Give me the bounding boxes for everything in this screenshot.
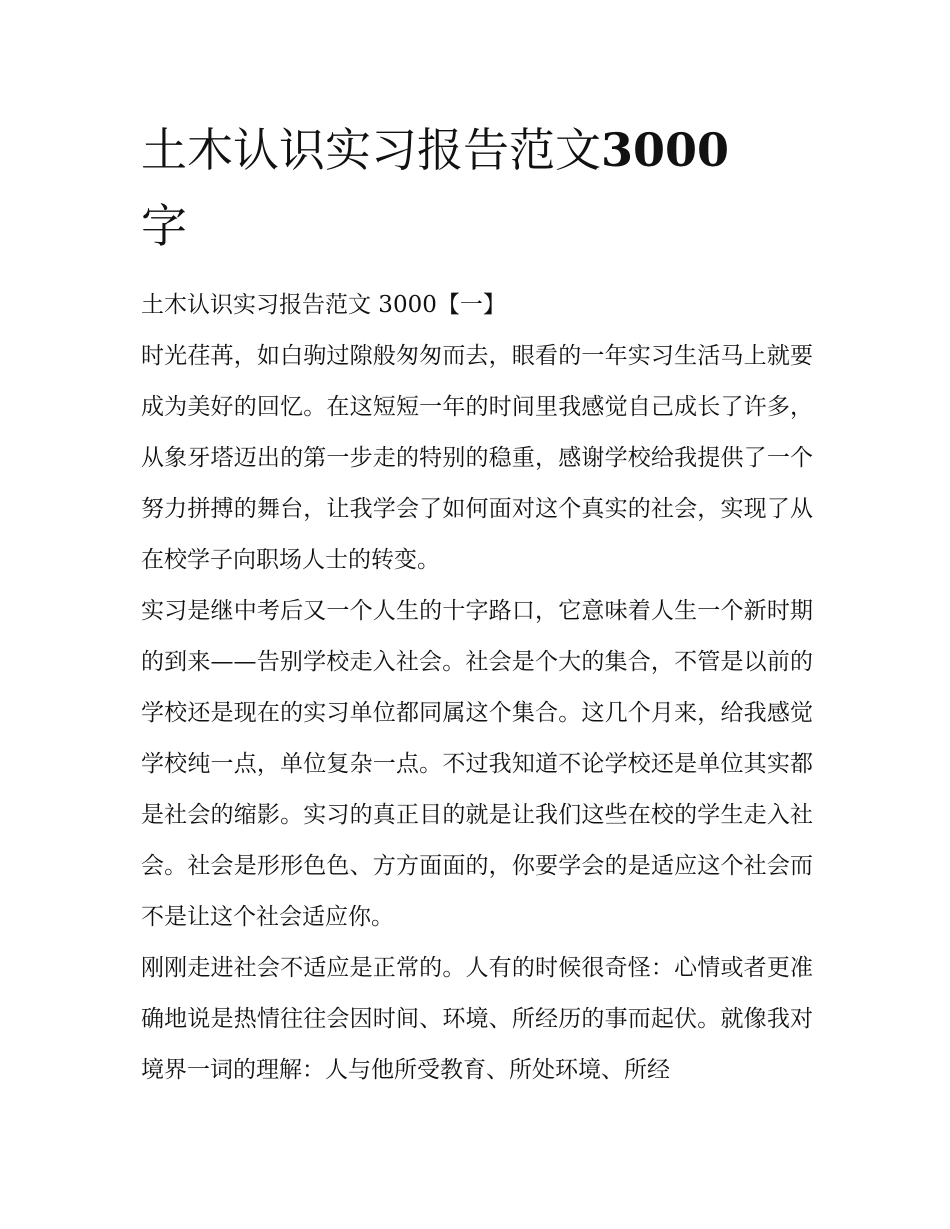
document-body	[141, 280, 813, 1096]
document-title	[141, 112, 781, 264]
paragraph: 时光荏苒，如白驹过隙般匆匆而去，眼看的一年实习生活马上就要成为美好的回忆。在这短短一年的时间里我感觉自己成长了许多，从象牙塔迈出的第一步走的特别的稳重，感谢学校给我提供了一个努力拼搏的舞台，让我学会了如何面对这个真实的社会，实现了从在校学子向职场人士的转变。	[141, 343, 813, 573]
paragraph: 实习是继中考后又一个人生的十字路口，它意味着人生一个新时期的到来——告别学校走入社会。社会是个大的集合，不管是以前的学校还是现在的实习单位都同属这个集合。这几个月来，给我感觉学校纯一点，单位复杂一点。不过我知道不论学校还是单位其实都是社会的缩影。实习的真正目的就是让我们这些在校的学生走入社会。社会是形形色色、方方面面的，你要学会的是适应这个社会而不是让这个社会适应你。	[141, 598, 813, 930]
title-number: 3000	[601, 123, 730, 177]
paragraph: 刚刚走进社会不适应是正常的。人有的时候很奇怪：心情或者更准确地说是热情往往会因时间、环境、所经历的事而起伏。就像我对境界一词的理解：人与他所受教育、所处环境、所经	[141, 955, 813, 1083]
section-heading: 土木认识实习报告范文 3000【一】	[141, 292, 506, 318]
title-tail: 字	[141, 199, 187, 253]
title-main: 土木认识实习报告范文	[141, 123, 601, 177]
